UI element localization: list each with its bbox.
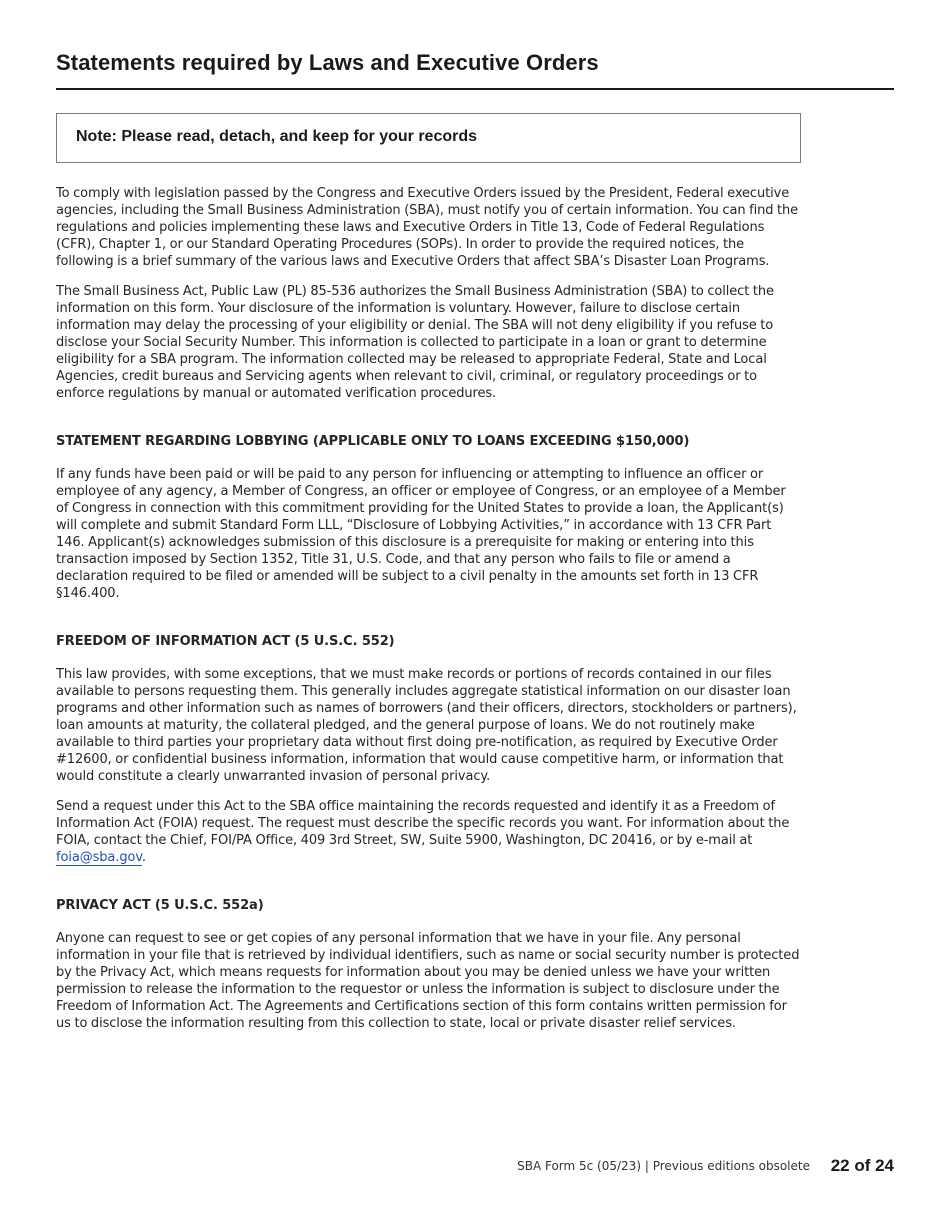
foia-heading: FREEDOM OF INFORMATION ACT (5 U.S.C. 552) (56, 634, 395, 649)
document-body (56, 185, 801, 1032)
form-label: SBA Form 5c (05/23) (517, 1159, 642, 1173)
lobbying-paragraph: If any funds have been paid or will be paid to any person for influencing or attempting to influence an officer or employee of any agency, a Member of Congress, an officer or employee of Congress, or an employee of a Member of Congress in connection with this commitment providing for the United States to provide a loan, the Applicant(s) will complete and submit Standard Form LLL, “Disclosure of Lobbying Activities,” in accordance with 13 CFR Part 146. Applicant(s) acknowledges submission of this disclosure is a prerequisite for making or entering into this transaction imposed by Section 1352, Title 31, U.S. Code, and that any person who fails to file or amend a declaration required to be filed or amended will be subject to a civil penalty in the amounts set forth in 13 CFR §146.400. (56, 467, 786, 601)
foia-email-link[interactable]: foia@sba.gov (56, 850, 142, 865)
intro-paragraph-2: The Small Business Act, Public Law (PL) 85-536 authorizes the Small Business Administration (SBA) to collect the information on this form. Your disclosure of the information is voluntary. However, failure to disclose certain information may delay the processing of your eligibility or denial. The SBA will not deny eligibility if you refuse to disclose your Social Security Number. This information is collected to participate in a loan or grant to determine eligibility for a SBA program. The information collected may be released to appropriate Federal, State and Local Agencies, credit bureaus and Servicing agents when relevant to civil, criminal, or regulatory proceedings or to enforce regulations by manual or automated verification procedures. (56, 284, 774, 401)
page-title: Statements required by Laws and Executive Orders (56, 50, 599, 75)
footer-separator: | (644, 1159, 649, 1173)
privacy-heading: PRIVACY ACT (5 U.S.C. 552a) (56, 898, 264, 913)
title-divider (56, 88, 894, 90)
intro-paragraph-1: To comply with legislation passed by the Congress and Executive Orders issued by the President, Federal executive agencies, including the Small Business Administration (SBA), must notify you of certain information. You can find the regulations and policies implementing these laws and Executive Orders in Title 13, Code of Federal Regulations (CFR), Chapter 1, or our Standard Operating Procedures (SOPs). In order to provide the required notices, the following is a brief summary of the various laws and Executive Orders that affect SBA’s Disaster Loan Programs. (56, 186, 799, 269)
foia-paragraph-2-text: Send a request under this Act to the SBA office maintaining the records requested and identify it as a Freedom of Information Act (FOIA) request. The request must describe the specific records you want. For information about the FOIA, contact the Chief, FOI/PA Office, 409 3rd Street, SW, Suite 5900, Washington, DC 20416, or by e-mail at (56, 799, 790, 848)
editions-note: Previous editions obsolete (652, 1159, 810, 1173)
foia-paragraph-2-end: . (141, 850, 146, 865)
privacy-paragraph: Anyone can request to see or get copies of any personal information that we have in your file. Any personal information in your file that is retrieved by individual identifiers, such as name or social security number is protected by the Privacy Act, which means requests for information about you may be denied unless we have your written permission to release the information to the requestor or unless the information is subject to disclosure under the Freedom of Information Act. The Agreements and Certifications section of this form contains written permission for us to disclose the information resulting from this collection to state, local or private disaster relief services. (56, 931, 800, 1031)
foia-paragraph-2 (56, 798, 801, 866)
page-number: 22 of 24 (830, 1156, 894, 1175)
note-box (56, 113, 801, 163)
lobbying-heading: STATEMENT REGARDING LOBBYING (APPLICABLE ONLY TO LOANS EXCEEDING $150,000) (56, 434, 690, 449)
foia-paragraph-1: This law provides, with some exceptions, that we must make records or portions of records contained in our files available to persons requesting them. This generally includes aggregate statistical information on our disaster loan programs and other information such as names of borrowers (and their officers, directors, stockholders or partners), loan amounts at maturity, the collateral pledged, and the general purpose of loans. We do not routinely make available to third parties your proprietary data without first doing pre-notification, as required by Executive Order #12600, or confidential business information, information that would cause competitive harm, or information that would constitute a clearly unwarranted invasion of personal privacy. (56, 667, 797, 784)
note-text: Note: Please read, detach, and keep for your records (76, 128, 478, 145)
footer-form-info (517, 1159, 810, 1173)
